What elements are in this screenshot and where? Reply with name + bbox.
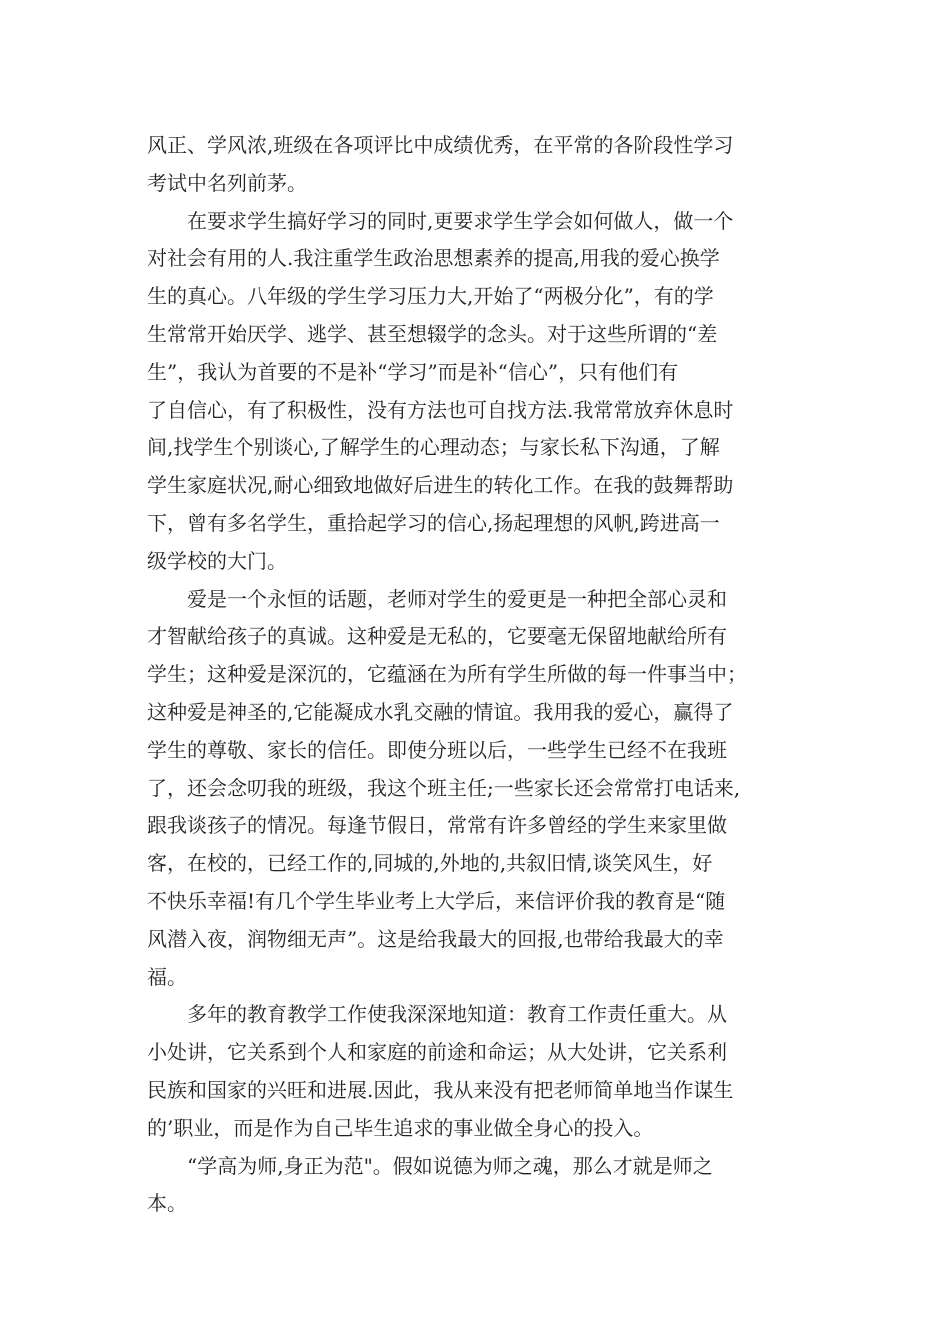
text-line: 生常常开始厌学、逃学、甚至想辍学的念头。对于这些所谓的“差 — [147, 321, 718, 346]
text-line: 跟我谈孩子的情况。每逢节假日，常常有许多曾经的学生来家里做 — [147, 813, 727, 838]
text-line: 风潜入夜，润物细无声”。这是给我最大的回报,也带给我最大的幸 — [147, 926, 724, 951]
text-line: 学生家庭状况,耐心细致地做好后进生的转化工作。在我的鼓舞帮助 — [147, 473, 734, 498]
text-line: “学高为师,身正为范"。假如说德为师之魂，那么才就是师之 — [187, 1153, 713, 1178]
text-line: 考试中名列前茅。 — [147, 170, 307, 195]
text-line: 民族和国家的兴旺和进展.因此，我从来没有把老师简单地当作谋生 — [147, 1077, 734, 1102]
text-line: 级学校的大门。 — [147, 548, 287, 573]
text-line: 客，在校的，已经工作的,同城的,外地的,共叙旧情,谈笑风生，好 — [147, 851, 713, 876]
text-line: 对社会有用的人.我注重学生政治思想素养的提高,用我的爱心换学 — [147, 246, 720, 271]
text-line: 在要求学生搞好学习的同时,更要求学生学会如何做人，做一个 — [187, 208, 734, 233]
text-line: 不快乐幸福!有几个学生毕业考上大学后，来信评价我的教育是“随 — [147, 888, 726, 913]
text-line: 本。 — [147, 1191, 187, 1216]
text-line: 才智献给孩子的真诚。这种爱是无私的，它要毫无保留地献给所有 — [147, 624, 727, 649]
text-line: 这种爱是神圣的,它能凝成水乳交融的情谊。我用我的爱心，赢得了 — [147, 699, 734, 724]
text-line: 生的真心。八年级的学生学习压力大,开始了“两极分化”，有的学 — [147, 284, 714, 309]
text-line: 了自信心，有了积极性，没有方法也可自找方法.我常常放弃休息时 — [147, 397, 734, 422]
text-line: 学生；这种爱是深沉的，它蕴涵在为所有学生所做的每一件事当中； — [147, 662, 747, 687]
text-line: 了，还会念叨我的班级，我这个班主任;一些家长还会常常打电话来, — [147, 775, 741, 800]
text-line: 福。 — [147, 964, 187, 989]
text-line: 的’职业，而是作为自己毕生追求的事业做全身心的投入。 — [147, 1115, 654, 1140]
text-line: 学生的尊敬、家长的信任。即使分班以后，一些学生已经不在我班 — [147, 737, 727, 762]
text-line: 小处讲，它关系到个人和家庭的前途和命运；从大处讲，它关系利 — [147, 1040, 727, 1065]
text-line: 下，曾有多名学生，重拾起学习的信心,扬起理想的风帆,跨进高一 — [147, 510, 720, 535]
text-line: 风正、学风浓,班级在各项评比中成绩优秀，在平常的各阶段性学习 — [147, 133, 734, 157]
body-text — [147, 127, 807, 1223]
text-line: 爱是一个永恒的话题，老师对学生的爱更是一种把全部心灵和 — [187, 586, 727, 611]
text-line: 间,找学生个别谈心,了解学生的心理动态；与家长私下沟通，了解 — [147, 435, 720, 460]
text-line: 生”，我认为首要的不是补“学习”而是补“信心”，只有他们有 — [147, 359, 679, 384]
text-line: 多年的教育教学工作使我深深地知道：教育工作责任重大。从 — [187, 1002, 727, 1027]
